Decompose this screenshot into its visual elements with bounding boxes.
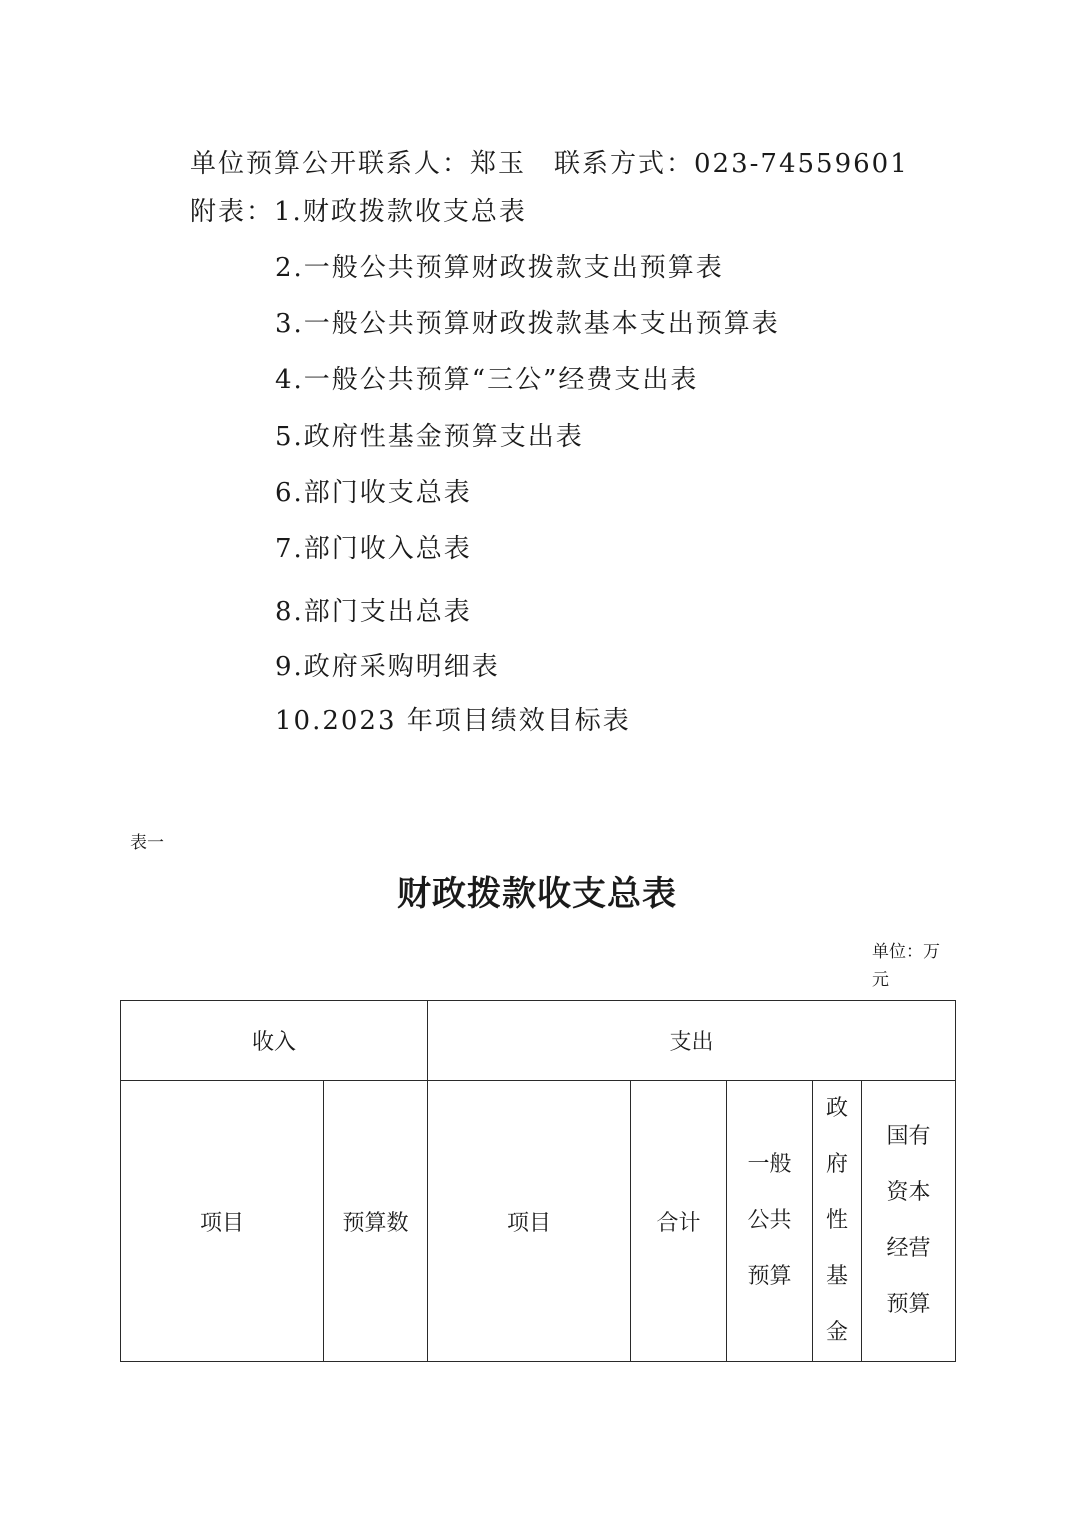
attachment-item-8: 8.部门支出总表 bbox=[275, 597, 472, 627]
attachment-prefix: 附表： bbox=[190, 197, 275, 227]
budget-table bbox=[120, 1000, 956, 1362]
attachment-item-1: 1.财政拨款收支总表 bbox=[274, 197, 527, 227]
header-row-top bbox=[121, 1001, 956, 1081]
general-public-line-1: 一般 bbox=[747, 1152, 792, 1177]
header-income-budget: 预算数 bbox=[324, 1081, 428, 1362]
unit-label bbox=[872, 938, 952, 994]
general-public-line-3: 预算 bbox=[747, 1264, 792, 1289]
attachment-item-5: 5.政府性基金预算支出表 bbox=[275, 422, 584, 452]
attachment-item-2: 2.一般公共预算财政拨款支出预算表 bbox=[275, 253, 724, 283]
attachment-item-9: 9.政府采购明细表 bbox=[275, 652, 500, 682]
gov-fund-char-2: 府 bbox=[826, 1152, 849, 1177]
header-income: 收入 bbox=[121, 1001, 428, 1081]
attachment-item-6: 6.部门收支总表 bbox=[275, 478, 472, 508]
state-capital-line-2: 资本 bbox=[886, 1180, 931, 1205]
contact-line bbox=[190, 148, 909, 180]
gov-fund-char-1: 政 bbox=[826, 1096, 849, 1121]
contact-person: 单位预算公开联系人：郑玉 bbox=[190, 149, 527, 179]
gov-fund-char-3: 性 bbox=[826, 1208, 849, 1233]
attachment-item-4: 4.一般公共预算“三公”经费支出表 bbox=[275, 365, 699, 395]
contact-method: 联系方式：023-74559601 bbox=[554, 149, 909, 179]
unit-line-2: 元 bbox=[872, 970, 889, 990]
attachment-item-7: 7.部门收入总表 bbox=[275, 534, 472, 564]
header-general-public-budget bbox=[727, 1081, 813, 1362]
table-title: 财政拨款收支总表 bbox=[397, 874, 677, 914]
header-gov-fund bbox=[813, 1081, 862, 1362]
attachment-item-3: 3.一般公共预算财政拨款基本支出预算表 bbox=[275, 309, 780, 339]
gov-fund-char-5: 金 bbox=[826, 1320, 849, 1345]
unit-line-1: 单位：万 bbox=[872, 942, 940, 962]
gov-fund-char-4: 基 bbox=[826, 1264, 849, 1289]
attachment-item-10: 10.2023 年项目绩效目标表 bbox=[275, 706, 631, 736]
header-expense-item: 项目 bbox=[428, 1081, 631, 1362]
state-capital-line-4: 预算 bbox=[886, 1292, 931, 1317]
table-tag: 表一 bbox=[130, 833, 164, 853]
header-state-capital-budget bbox=[862, 1081, 956, 1362]
header-income-item: 项目 bbox=[121, 1081, 324, 1362]
attachment-list-head bbox=[190, 196, 527, 228]
state-capital-line-3: 经营 bbox=[886, 1236, 931, 1261]
general-public-line-2: 公共 bbox=[747, 1208, 792, 1233]
state-capital-line-1: 国有 bbox=[886, 1124, 931, 1149]
header-total: 合计 bbox=[631, 1081, 727, 1362]
header-row-sub bbox=[121, 1081, 956, 1362]
header-expense: 支出 bbox=[428, 1001, 956, 1081]
